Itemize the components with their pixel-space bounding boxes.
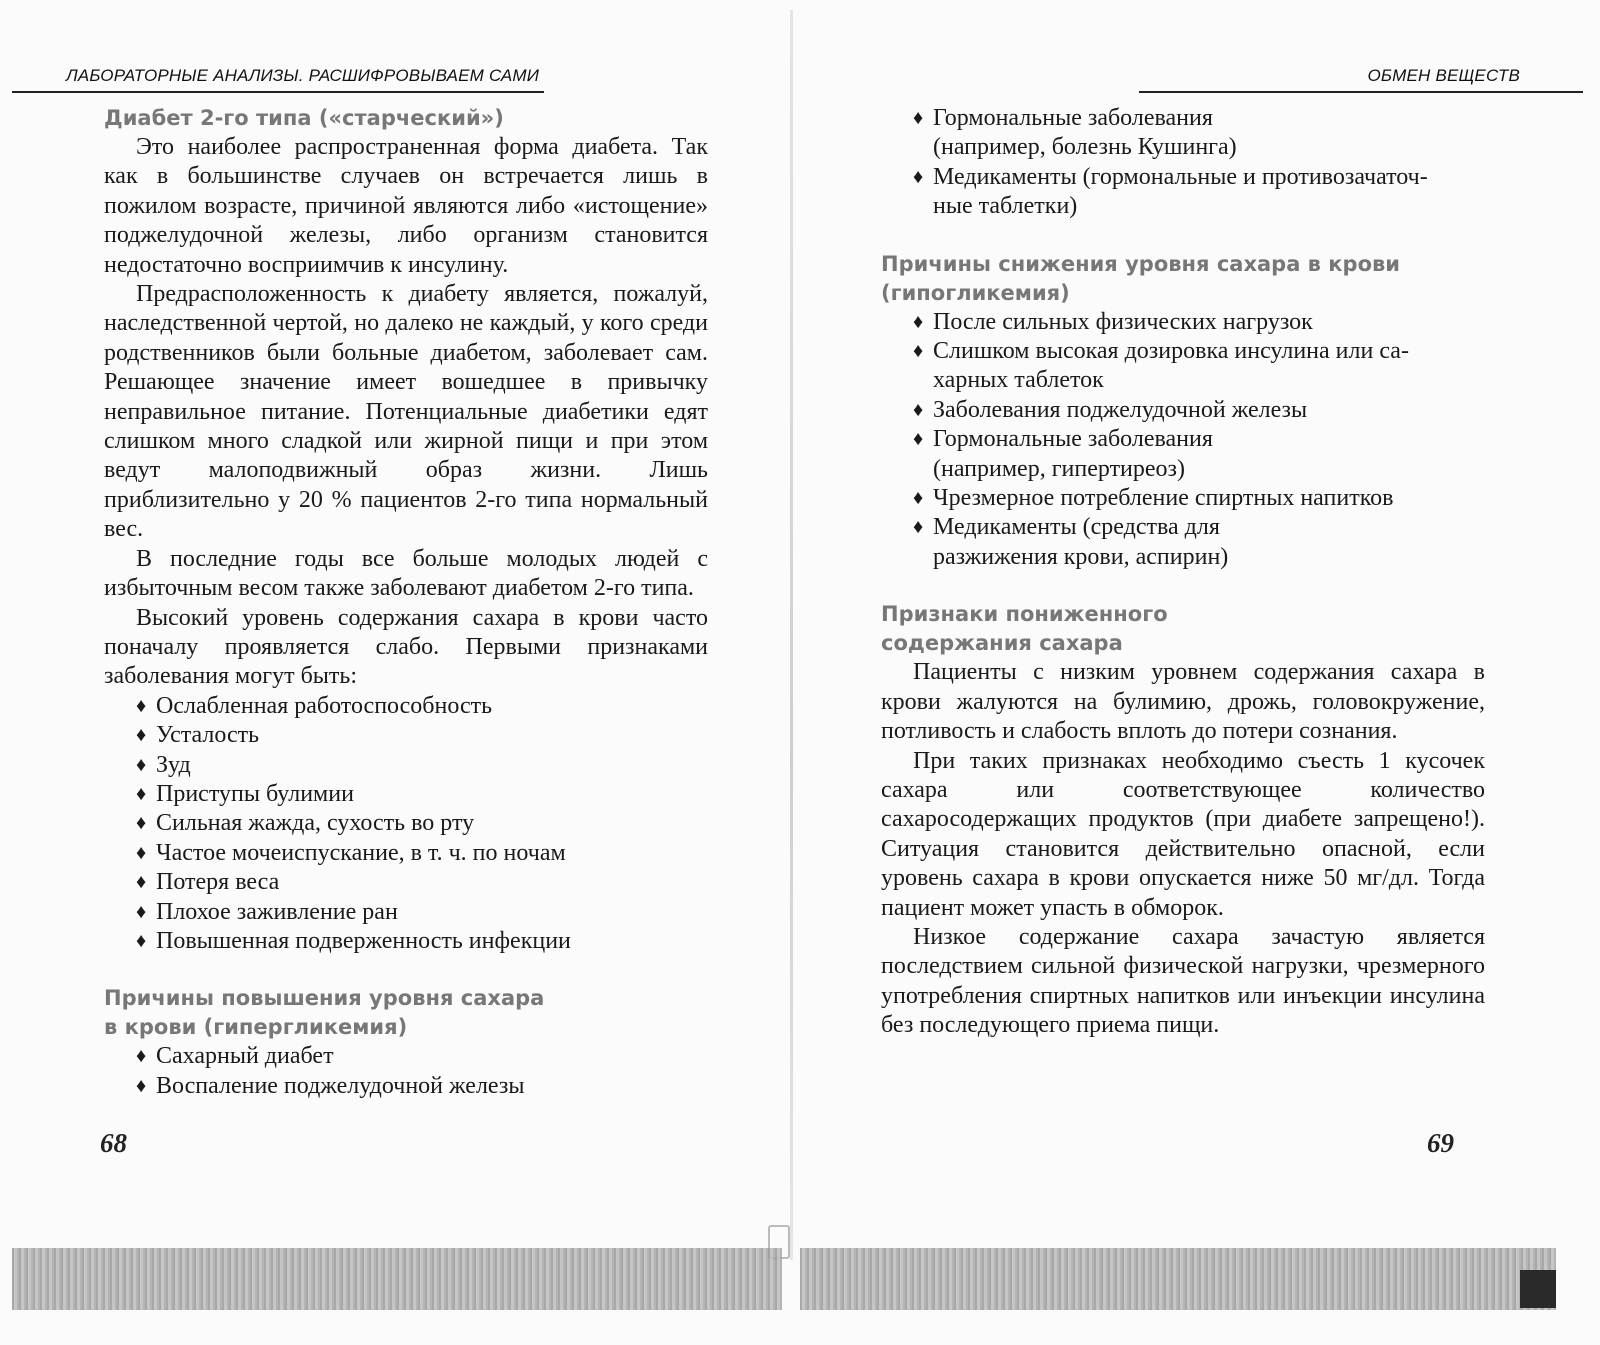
section-heading-hypoglycemia: Причины снижения уровня сахара в крови (гипогликемия) xyxy=(881,251,1401,305)
page-number-left: 68 xyxy=(100,1128,127,1158)
list-item: ♦ После сильных физических нагрузок xyxy=(913,308,1485,337)
list-item: ♦ Слишком высокая дозировка инсулина или са- харных таблеток xyxy=(913,338,1409,394)
causes-high-list xyxy=(104,1042,708,1101)
paragraph: При таких признаках необходимо съесть 1 кусочек сахара или соответствующее количество сахаросодержащих продуктов (при диабете запрещено!). Ситуация становится действительно опасной, если уровень сахара в крови опускается ниже 50 мг/дл. Тогда пациент может упасть в обморок. xyxy=(881,747,1485,921)
page-edge-shadow-left xyxy=(12,1248,782,1310)
diamond-bullet-icon: ♦ xyxy=(136,782,147,805)
list-item: ♦ Воспаление поджелудочной железы xyxy=(136,1072,708,1101)
diamond-bullet-icon: ♦ xyxy=(913,107,924,129)
diamond-bullet-icon: ♦ xyxy=(136,753,147,776)
paragraph: В последние годы все больше молодых людей с избыточным весом также заболевают диабетом 2-го типа. xyxy=(104,545,708,602)
diamond-bullet-icon: ♦ xyxy=(136,900,147,923)
paragraph: Предрасположенность к диабету является, пожалуй, наследственной чертой, но далеко не каждый, у кого среди родственников были больные диабетом, заболевает сам. Решающее значение имеет вошедшее в привычку неправильное питание. Потенциальные диабетики едят слишком много сладкой или жирной пищи и при этом ведут малоподвижный образ жизни. Лишь приблизительно у 20 % пациентов 2-го типа нормальный вес. xyxy=(104,281,708,543)
left-page xyxy=(0,0,790,1260)
page-edge-tab xyxy=(1520,1270,1556,1308)
paragraph: Низкое содержание сахара зачастую является последствием сильной физической нагрузки, чрезмерного употребления спиртных напитков или инъекции инсулина без последующего приема пищи. xyxy=(881,923,1485,1039)
symptoms-list xyxy=(104,692,708,957)
list-item: ♦ Зуд xyxy=(136,751,708,780)
running-header-right: ОБМЕН ВЕЩЕСТВ xyxy=(1367,66,1520,85)
diamond-bullet-icon: ♦ xyxy=(136,694,147,717)
diamond-bullet-icon: ♦ xyxy=(913,516,924,539)
list-item: ♦ Чрезмерное потребление спиртных напитков xyxy=(913,484,1485,513)
diamond-bullet-icon: ♦ xyxy=(913,428,924,451)
diamond-bullet-icon: ♦ xyxy=(913,165,924,188)
diamond-bullet-icon: ♦ xyxy=(913,487,924,510)
section-heading-hyperglycemia: Причины повышения уровня сахара в крови (гипергликемия) xyxy=(104,986,545,1040)
list-item: ♦ Медикаменты (средства для разжижения крови, аспирин) xyxy=(913,514,1229,570)
section-heading-low-sugar-signs: Признаки пониженного содержания сахара xyxy=(881,602,1168,656)
page-number-right: 69 xyxy=(1427,1128,1454,1158)
diamond-bullet-icon: ♦ xyxy=(136,929,147,952)
diamond-bullet-icon: ♦ xyxy=(136,1074,147,1097)
header-rule-right xyxy=(1139,91,1583,93)
running-header-left: ЛАБОРАТОРНЫЕ АНАЛИЗЫ. РАСШИФРОВЫВАЕМ САМИ xyxy=(66,66,540,85)
section-heading-diabetes-type2: Диабет 2-го типа («старческий») xyxy=(104,106,504,130)
list-item: ♦ Частое мочеиспускание, в т. ч. по ночам xyxy=(136,839,708,868)
header-rule-left xyxy=(12,91,544,93)
right-page xyxy=(793,0,1600,1260)
list-item: ♦ Плохое заживление ран xyxy=(136,898,708,927)
list-item: ♦ Гормональные заболевания (например, гипертиреоз) xyxy=(913,426,1213,482)
right-column xyxy=(881,104,1485,1041)
diamond-bullet-icon: ♦ xyxy=(136,1045,147,1068)
diamond-bullet-icon: ♦ xyxy=(913,340,924,363)
list-item: ♦ Сахарный диабет xyxy=(136,1042,708,1071)
list-item: ♦ Сильная жажда, сухость во рту xyxy=(136,809,708,838)
diamond-bullet-icon: ♦ xyxy=(136,812,147,835)
list-item: ♦ Усталость xyxy=(136,721,708,750)
list-item: ♦ Потеря веса xyxy=(136,868,708,897)
diamond-bullet-icon: ♦ xyxy=(913,310,924,333)
causes-low-list xyxy=(881,308,1485,573)
list-item: ♦ Повышенная подверженность инфекции xyxy=(136,927,708,956)
list-item: ♦ Приступы булимии xyxy=(136,780,708,809)
paragraph: Высокий уровень содержания сахара в крови часто поначалу проявляется слабо. Первыми признаками заболевания могут быть: xyxy=(104,604,708,690)
causes-high-continued-list xyxy=(881,104,1485,222)
list-item: ♦ Ослабленная работоспособность xyxy=(136,692,708,721)
diamond-bullet-icon: ♦ xyxy=(136,841,147,864)
diamond-bullet-icon: ♦ xyxy=(136,871,147,894)
paragraph: Пациенты с низким уровнем содержания сахара в крови жалуются на булимию, дрожь, головокружение, потливость и слабость вплоть до потери сознания. xyxy=(881,659,1485,745)
list-item: ♦ Медикаменты (гормональные и противозачаточ- ные таблетки) xyxy=(913,163,1428,220)
diamond-bullet-icon: ♦ xyxy=(913,398,924,421)
page-edge-shadow-right xyxy=(800,1248,1556,1310)
left-column xyxy=(104,104,708,1101)
diamond-bullet-icon: ♦ xyxy=(136,724,147,747)
list-item: ♦ Гормональные заболевания (например, болезнь Кушинга) xyxy=(913,105,1237,161)
paragraph: Это наиболее распространенная форма диабета. Так как в большинстве случаев он встречается лишь в пожилом возрасте, причиной являются либо «истощение» поджелудочной железы, либо организм становится недостаточно восприимчив к инсулину. xyxy=(104,134,708,278)
list-item: ♦ Заболевания поджелудочной железы xyxy=(913,396,1485,425)
